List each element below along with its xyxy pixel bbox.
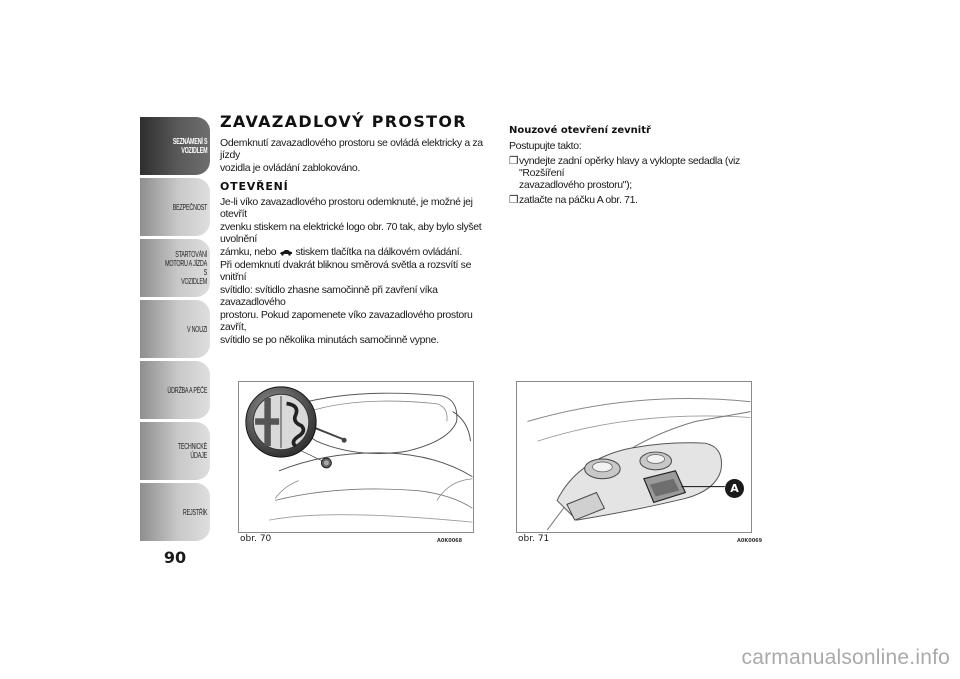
checkbox-bullet-icon: ❒	[509, 155, 519, 167]
watermark: carmanualsonline.info	[741, 646, 950, 669]
tab-v-nouzi[interactable]	[140, 300, 210, 358]
chapter-sidebar	[140, 117, 210, 544]
figure-70-caption: obr. 70	[240, 534, 272, 544]
paragraph-line: Při odemknutí dvakrát bliknou směrová světla a rozsvítí se vnitřní	[220, 259, 472, 283]
paragraph-line: svítidlo: svítidlo zhasne samočinně při zavření víka zavazadlového	[220, 284, 438, 308]
tab-technicke-udaje[interactable]	[140, 422, 210, 480]
list-item	[509, 194, 774, 206]
tab-label: VOZIDLEM	[180, 146, 207, 155]
right-column	[509, 125, 774, 206]
subsection-title: OTEVŘENÍ	[220, 180, 289, 193]
callout-a-label: A	[730, 482, 739, 495]
list-item-text: zavazadlového prostoru");	[519, 179, 632, 191]
left-column	[220, 112, 495, 347]
tab-label: SEZNÁMENÍ S	[172, 137, 207, 146]
figure-71-caption: obr. 71	[518, 534, 550, 544]
paragraph-line: prostoru. Pokud zapomenete víko zavazadlového prostoru zavřít,	[220, 309, 473, 333]
paragraph-line: Je-li víko zavazadlového prostoru odemknuté, je možné jej otevřít	[220, 196, 473, 220]
list-item-text: zatlačte na páčku A obr. 71.	[519, 194, 638, 206]
list-item	[509, 155, 774, 179]
tab-label: STARTOVÁNÍ	[175, 250, 207, 259]
list-item-text: vyndejte zadní opěrky hlavy a vyklopte sedadla (viz "Rozšíření	[519, 155, 740, 179]
tab-label: ÚDRŽBA A PÉČE	[167, 385, 207, 395]
paragraph-line	[220, 246, 495, 258]
tab-label: V NOUZI	[186, 324, 207, 334]
paragraph-fragment: zámku, nebo	[220, 246, 277, 258]
tab-startovani[interactable]	[140, 239, 210, 297]
figure-71-code: A0K0069	[737, 538, 763, 544]
tab-label: VOZIDLEM	[181, 277, 207, 286]
intro-line-1: Odemknutí zavazadlového prostoru se ovládá elektricky a za jízdy	[220, 137, 483, 161]
paragraph-line: Postupujte takto:	[509, 140, 582, 152]
tab-rejstrik[interactable]	[140, 483, 210, 541]
tab-label: REJSTŘÍK	[182, 507, 207, 517]
section-title: ZAVAZADLOVÝ PROSTOR	[220, 112, 467, 131]
tab-bezpecnost[interactable]	[140, 178, 210, 236]
tab-label: MOTORU A JÍZDA S	[165, 259, 207, 277]
figure-71-emergency-lever	[516, 381, 752, 533]
tab-udrzba-a-pece[interactable]	[140, 361, 210, 419]
lever-illustration	[517, 382, 751, 532]
checkbox-bullet-icon: ❒	[509, 194, 519, 206]
page-number: 90	[163, 548, 187, 567]
figure-70-trunk-logo	[238, 381, 474, 533]
figure-70-code: A0K0068	[437, 538, 463, 544]
tab-seznameni-s-vozidlem[interactable]	[140, 117, 210, 175]
tab-label: TECHNICKÉ ÚDAJE	[177, 442, 207, 460]
tab-label: BEZPEČNOST	[172, 202, 207, 212]
subsection-title: Nouzové otevření zevnitř	[509, 125, 651, 136]
intro-line-2: vozidla je ovládání zablokováno.	[220, 162, 360, 174]
car-icon	[279, 249, 293, 256]
paragraph-line: zvenku stiskem na elektrické logo obr. 70 tak, aby bylo slyšet uvolnění	[220, 221, 482, 245]
paragraph-fragment: stiskem tlačítka na dálkovém ovládání.	[295, 246, 462, 258]
paragraph-line: svítidlo se po několika minutách samočinně vypne.	[220, 334, 439, 346]
list-item-continuation	[509, 179, 774, 191]
callout-a-badge	[725, 479, 744, 498]
alfa-romeo-logo-icon	[244, 385, 318, 459]
